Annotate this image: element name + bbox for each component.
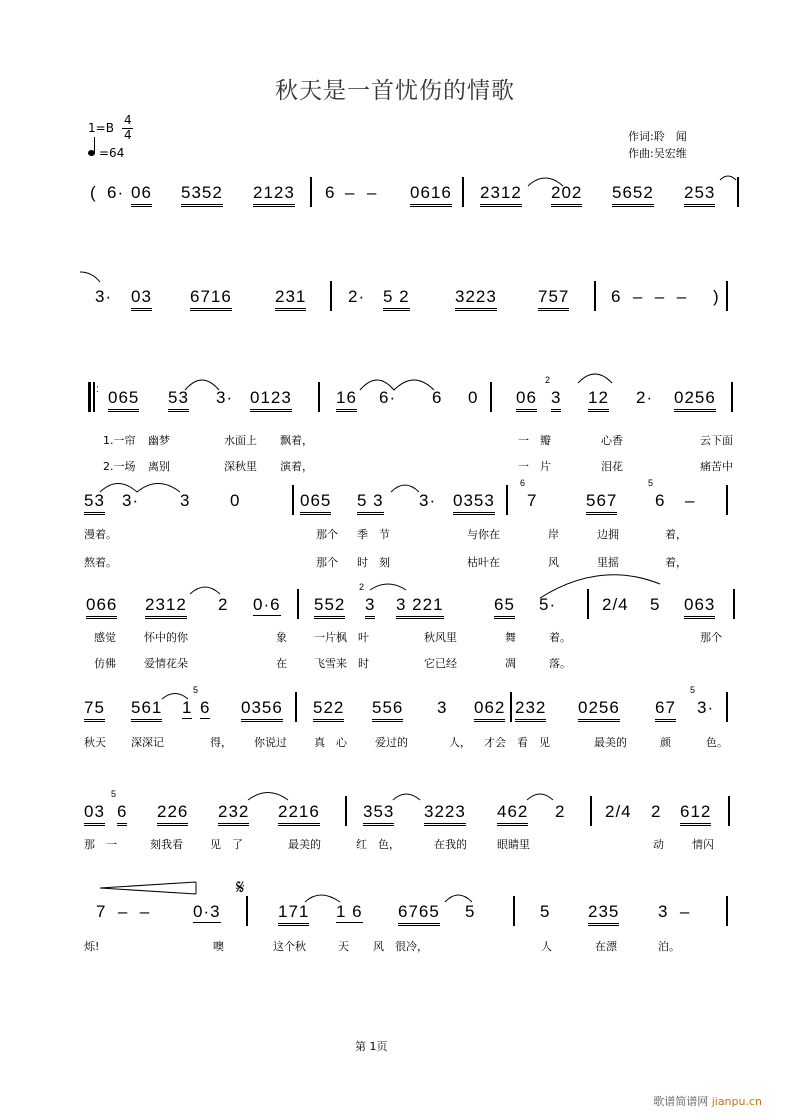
note-group: 0616: [410, 183, 452, 207]
note-group: 1 6: [336, 902, 363, 921]
note-group: 0: [468, 388, 479, 407]
note-group: 2/4: [602, 595, 629, 614]
barline: [737, 177, 739, 207]
lyric-word: 秋风里: [424, 631, 457, 644]
lyric-word: 离别: [148, 460, 170, 473]
repeat-dots: :: [96, 384, 100, 395]
lyric-word: 演着，: [280, 460, 313, 473]
note-group: 6716: [190, 287, 232, 311]
note-group: 462: [497, 802, 528, 826]
barline: [318, 382, 320, 412]
lyric-word: 着，: [665, 556, 687, 569]
lyric-word: 着。: [549, 631, 571, 644]
lyricist-credit: 作词:聆 闻: [628, 130, 687, 143]
barline: [310, 177, 312, 207]
slur: [80, 272, 100, 282]
note-group: 75: [84, 698, 105, 722]
note-group: 3 221: [396, 595, 444, 619]
note-group: 232: [218, 802, 249, 826]
lyric-word: 象: [276, 631, 287, 644]
note-group: 612: [680, 802, 711, 826]
key-signature: 1=B: [88, 121, 114, 135]
slur: [578, 374, 612, 383]
time-signature-denominator: 4: [124, 128, 132, 142]
lyric-word: 这个秋: [273, 940, 306, 953]
note-group: 03: [84, 802, 105, 826]
note-group: 556: [372, 698, 403, 722]
note-group: 567: [586, 491, 617, 515]
slur: [391, 485, 419, 492]
slur: [190, 587, 220, 594]
lyric-word: 人: [541, 940, 552, 953]
lyric-word: 深深记: [131, 736, 164, 749]
lyric-word: 它已经: [424, 657, 457, 670]
lyric-word: 风: [548, 556, 559, 569]
slur: [445, 895, 472, 902]
barline: [726, 485, 728, 515]
note-group: – –: [345, 183, 378, 202]
slur: [248, 793, 288, 801]
note-group: 0·6: [253, 595, 281, 614]
lyric-word: 红 色，: [356, 838, 400, 851]
note-group: 65: [494, 595, 515, 619]
slur: [370, 584, 406, 590]
note-group: 552: [314, 595, 345, 619]
lyric-word: 最美的: [594, 736, 627, 749]
slur: [527, 794, 553, 800]
quarter-note-icon: [88, 150, 95, 156]
slur: [360, 380, 434, 390]
note-group: 3·: [697, 698, 715, 717]
lyric-word: 爱情花朵: [144, 657, 188, 670]
barline: [297, 589, 299, 619]
note-group: 6: [655, 491, 666, 510]
lyric-word: 飞雪来 时: [314, 657, 369, 670]
lyric-word: 真 心: [314, 736, 347, 749]
watermark: [653, 1093, 762, 1109]
grace-note: 5: [690, 685, 696, 695]
note-group: 0·3: [193, 902, 221, 921]
composer-credit: 作曲:吴宏维: [628, 147, 687, 160]
note-group: 353: [363, 802, 394, 826]
barline: [733, 589, 735, 619]
lyric-word: 你说过: [254, 736, 287, 749]
lyric-word: 一 片: [518, 460, 551, 473]
note-group: 5: [650, 595, 661, 614]
note-group: –: [685, 491, 696, 510]
note-group: 0356: [241, 698, 283, 722]
barline: [490, 382, 492, 412]
lyric-word: 季 节: [357, 528, 390, 541]
note-group: 062: [474, 698, 505, 722]
note-group: 2: [218, 595, 229, 614]
lyric-word: 那个: [316, 556, 338, 569]
watermark-cn: 歌谱简谱网: [653, 1095, 709, 1108]
slur: [100, 484, 180, 493]
barline: [726, 692, 728, 722]
lyric-word: 舞: [505, 631, 516, 644]
lyric-word: 一 瓣: [518, 434, 551, 447]
note-group: 3·: [216, 388, 234, 407]
note-group: 231: [275, 287, 306, 311]
note-group: 6·: [379, 388, 397, 407]
note-group: 6: [200, 698, 211, 717]
barline: [462, 177, 464, 207]
lyric-word: 心香: [601, 434, 623, 447]
note-group: 0: [230, 491, 241, 510]
note-group: 6·: [107, 183, 125, 202]
lyric-word: 眼睛里: [497, 838, 530, 851]
note-group: 03: [131, 287, 152, 311]
lyric-word: 里摇: [597, 556, 619, 569]
note-group: 202: [551, 183, 582, 207]
barline: [731, 382, 733, 412]
note-group: 2312: [480, 183, 522, 207]
note-group: 2·: [636, 388, 654, 407]
barline: [594, 281, 596, 311]
lyric-word: 风 很冷，: [373, 940, 428, 953]
barline: [330, 281, 332, 311]
barline: [292, 485, 294, 515]
note-group: 171: [278, 902, 309, 926]
barline: [295, 692, 297, 722]
lyric-word: 情闪: [692, 838, 714, 851]
lyric-word: 爱过的: [375, 736, 408, 749]
grace-note: 5: [111, 789, 117, 799]
lyric-word: 飘着，: [280, 434, 313, 447]
barline: [590, 796, 592, 826]
lyric-word: 深秋里: [224, 460, 257, 473]
hairpin: [100, 882, 196, 894]
lyric-word: 动: [653, 838, 664, 851]
barline: [506, 485, 508, 515]
note-group: 5: [540, 902, 551, 921]
lyric-word: 那 一: [84, 838, 117, 851]
note-group: 235: [588, 902, 619, 926]
note-group: 065: [108, 388, 139, 412]
lyric-word: 才会 看 见: [484, 736, 550, 749]
song-title: 秋天是一首忧伤的情歌: [275, 78, 515, 104]
barline: [513, 896, 515, 926]
note-group: 232: [515, 698, 546, 722]
repeat-barline-thin: [93, 382, 95, 412]
grace-note: 6: [520, 478, 526, 488]
note-group: 3: [180, 491, 191, 510]
lyric-word: 那个: [316, 528, 338, 541]
barline: [510, 692, 512, 722]
note-group: 53: [168, 388, 189, 412]
note-group: 253: [684, 183, 715, 207]
lyric-word: 怀中的你: [144, 631, 188, 644]
note-group: 2123: [253, 183, 295, 207]
note-group: 3223: [424, 802, 466, 826]
note-group: 5: [465, 902, 476, 921]
note-group: 2216: [278, 802, 320, 826]
note-group: 5·: [539, 595, 557, 614]
grace-note: 2: [545, 375, 551, 385]
note-group: 2: [555, 802, 566, 821]
lyric-word: 人，: [449, 736, 471, 749]
lyric-word: 仿佛: [94, 657, 116, 670]
lyric-word: 泊。: [658, 940, 680, 953]
lyric-word: 天: [338, 940, 349, 953]
slur: [393, 794, 420, 800]
slur: [540, 575, 660, 598]
note-group: 6 – – –: [611, 287, 688, 306]
slur: [305, 895, 340, 902]
lyric-word: 岸: [548, 528, 559, 541]
barline: [726, 896, 728, 926]
segno-icon: 𝄋: [236, 875, 245, 899]
lyric-word: 痛苦中: [700, 460, 733, 473]
note-group: 065: [300, 491, 331, 515]
lyric-word: 时 刻: [357, 556, 390, 569]
lyric-word: 在: [276, 657, 287, 670]
note-group: 757: [538, 287, 569, 311]
lyric-word: 漫着。: [84, 528, 117, 541]
note-group: 3: [365, 595, 375, 619]
note-group: 0353: [453, 491, 495, 515]
lyric-word: 泪花: [601, 460, 623, 473]
lyric-word: 感觉: [94, 631, 116, 644]
note-group: 522: [313, 698, 344, 722]
note-group: 2/4: [605, 802, 632, 821]
lyric-word: 秋天: [84, 736, 106, 749]
note-group: 5 3: [357, 491, 384, 515]
lyric-word: 颜: [660, 736, 671, 749]
watermark-en: jianpu.cn: [711, 1095, 762, 1108]
repeat-barline-thick: [88, 382, 91, 412]
note-group: 0123: [250, 388, 292, 412]
lyric-word: 得，: [210, 736, 232, 749]
barline: [587, 589, 589, 619]
note-group: 226: [157, 802, 188, 826]
slur: [185, 380, 219, 390]
note-group: 7 – –: [96, 902, 151, 921]
note-group: 6: [325, 183, 336, 202]
note-group: 3: [551, 388, 561, 412]
lyric-word: 刻我看: [150, 838, 183, 851]
note-group: 6: [432, 388, 443, 407]
lyric-word: 在我的: [434, 838, 467, 851]
lyric-word: 落。: [549, 657, 571, 670]
note-group: 1: [182, 698, 193, 717]
barline: [728, 796, 730, 826]
lyric-word: 与你在: [467, 528, 500, 541]
lyric-word: 边拥: [597, 528, 619, 541]
note-group: 67: [655, 698, 676, 722]
note-group: 5352: [181, 183, 223, 207]
grace-note: 5: [193, 685, 199, 695]
barline: [345, 796, 347, 826]
note-group: 2312: [145, 595, 187, 619]
lyric-word: 一片枫 叶: [314, 631, 369, 644]
lyric-word: 最美的: [288, 838, 321, 851]
lyric-word: 色。: [706, 736, 728, 749]
lyric-word: 1.一帘: [103, 434, 136, 447]
page-number: 第 1页: [355, 1040, 388, 1053]
lyric-word: 在漂: [595, 940, 617, 953]
tempo-marking: =64: [99, 146, 125, 160]
grace-note: 5: [648, 478, 654, 488]
barline: [246, 896, 248, 926]
note-group: 3: [437, 698, 448, 717]
note-group: 3·: [419, 491, 437, 510]
note-group: 53: [84, 491, 105, 515]
note-group: 3·: [122, 491, 140, 510]
note-group: 12: [588, 388, 609, 412]
note-group: 2·: [348, 287, 366, 306]
note-group: 06: [131, 183, 152, 207]
note-group: 5 2: [383, 287, 410, 311]
lyric-word: 那个: [700, 631, 722, 644]
lyric-word: 噢: [213, 940, 224, 953]
lyric-word: 幽梦: [148, 434, 170, 447]
note-group: 066: [86, 595, 117, 619]
grace-note: 2: [359, 582, 365, 592]
note-group: 06: [516, 388, 537, 412]
note-group: 3223: [455, 287, 497, 311]
lyric-word: 枯叶在: [467, 556, 500, 569]
lyric-word: 见 了: [210, 838, 243, 851]
note-group: 16: [336, 388, 357, 412]
time-signature-numerator: 4: [124, 113, 132, 127]
note-group: ): [713, 287, 720, 306]
lyric-word: 熬着。: [84, 556, 117, 569]
note-group: 3 –: [658, 902, 691, 921]
slur: [720, 176, 736, 180]
note-group: 0256: [674, 388, 716, 412]
note-group: 0256: [578, 698, 620, 722]
lyric-word: 2.一场: [103, 460, 136, 473]
lyric-word: 烁!: [84, 940, 100, 953]
note-group: 6765: [398, 902, 440, 926]
lyric-word: 水面上: [224, 434, 257, 447]
note-group: 561: [131, 698, 162, 722]
note-group: 2: [651, 802, 662, 821]
note-group: 7: [527, 491, 538, 510]
lyric-word: 凋: [505, 657, 516, 670]
note-group: 6: [117, 802, 127, 826]
note-group: 5652: [612, 183, 654, 207]
note-group: 063: [684, 595, 715, 619]
note-group: (: [90, 183, 97, 202]
note-group: 3·: [95, 287, 113, 306]
barline: [726, 281, 728, 311]
lyric-word: 云下面: [700, 434, 733, 447]
lyric-word: 着，: [665, 528, 687, 541]
